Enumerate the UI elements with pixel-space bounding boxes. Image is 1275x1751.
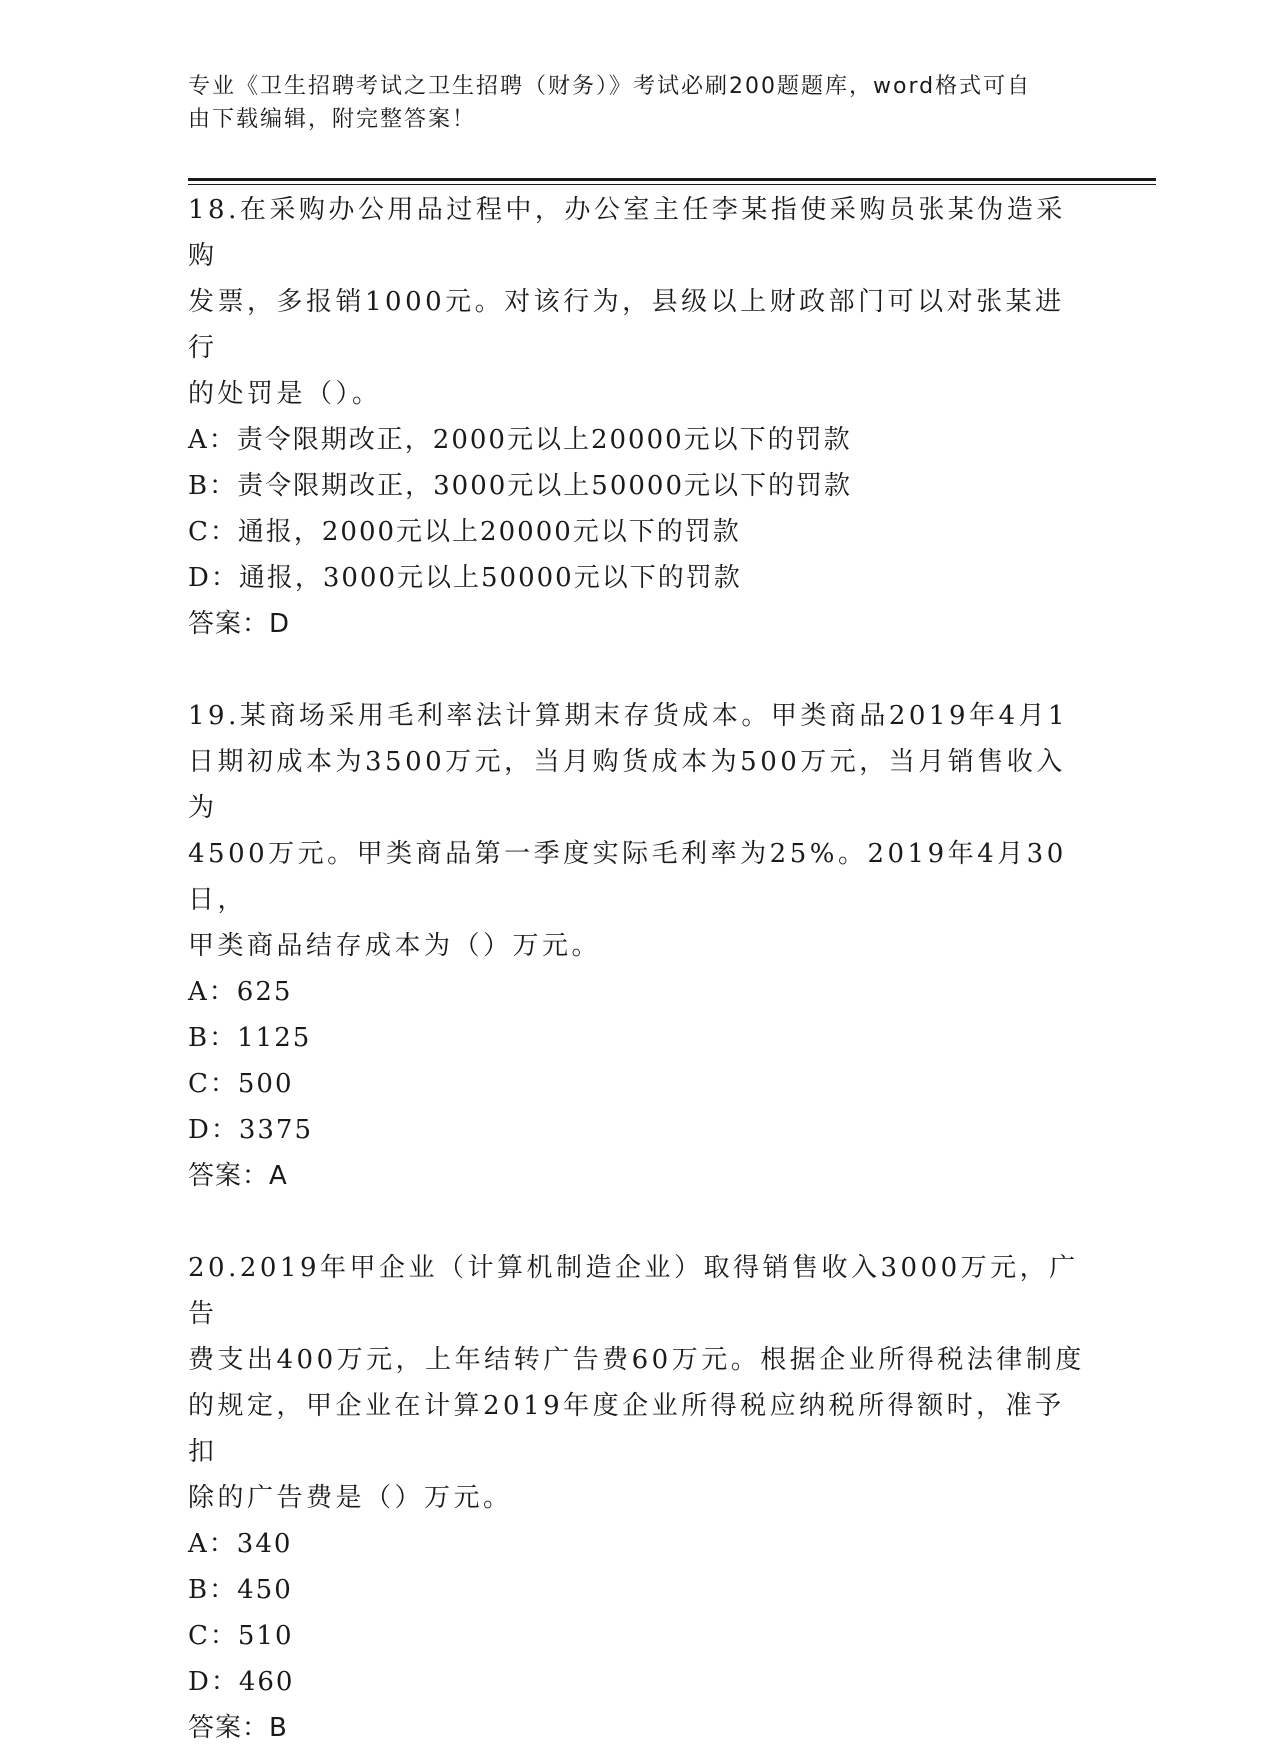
- question-text-line: 费支出400万元，上年结转广告费60万元。根据企业所得税法律制度: [188, 1345, 1085, 1375]
- page-header: [188, 70, 1068, 136]
- question-text-line: 4500万元。甲类商品第一季度实际毛利率为25%。2019年4月30日，: [188, 839, 1067, 915]
- option-c: C：通报，2000元以上20000元以下的罚款: [188, 517, 741, 547]
- question-text-line: 发票，多报销1000元。对该行为，县级以上财政部门可以对张某进行: [188, 287, 1065, 363]
- header-divider-thick: [188, 178, 1156, 181]
- question-18: [188, 187, 1088, 647]
- answer-line: 答案：D: [188, 609, 291, 639]
- header-line-1: 专业《卫生招聘考试之卫生招聘（财务）》考试必刷200题题库，word格式可自: [188, 74, 1032, 99]
- answer-line: 答案：B: [188, 1713, 288, 1743]
- option-b: B：1125: [188, 1023, 312, 1053]
- option-a: A：625: [188, 977, 293, 1007]
- header-divider-thin: [188, 184, 1156, 185]
- question-text-line: 20.2019年甲企业（计算机制造企业）取得销售收入3000万元，广告: [188, 1253, 1079, 1329]
- question-text-line: 的规定，甲企业在计算2019年度企业所得税应纳税所得额时，准予扣: [188, 1391, 1065, 1467]
- question-text-line: 19.某商场采用毛利率法计算期末存货成本。甲类商品2019年4月1: [188, 701, 1069, 731]
- header-line-2: 由下载编辑，附完整答案！: [188, 107, 477, 132]
- option-d: D：通报，3000元以上50000元以下的罚款: [188, 563, 742, 593]
- option-a: A：责令限期改正，2000元以上20000元以下的罚款: [188, 425, 852, 455]
- option-c: C：510: [188, 1621, 294, 1651]
- question-19: [188, 693, 1088, 1199]
- question-spacer: [188, 647, 1088, 693]
- question-text-line: 18.在采购办公用品过程中，办公室主任李某指使采购员张某伪造采购: [188, 195, 1066, 271]
- option-b: B：责令限期改正，3000元以上50000元以下的罚款: [188, 471, 852, 501]
- answer-line: 答案：A: [188, 1161, 288, 1191]
- question-text-line: 甲类商品结存成本为（）万元。: [188, 931, 602, 961]
- question-text-line: 的处罚是（）。: [188, 379, 382, 409]
- option-c: C：500: [188, 1069, 294, 1099]
- option-b: B：450: [188, 1575, 293, 1605]
- question-20: [188, 1245, 1088, 1751]
- option-d: D：3375: [188, 1115, 314, 1145]
- question-text-line: 日期初成本为3500万元，当月购货成本为500万元，当月销售收入为: [188, 747, 1066, 823]
- question-text-line: 除的广告费是（）万元。: [188, 1483, 513, 1513]
- option-a: A：340: [188, 1529, 293, 1559]
- option-d: D：460: [188, 1667, 295, 1697]
- question-list: [188, 187, 1088, 1751]
- question-spacer: [188, 1199, 1088, 1245]
